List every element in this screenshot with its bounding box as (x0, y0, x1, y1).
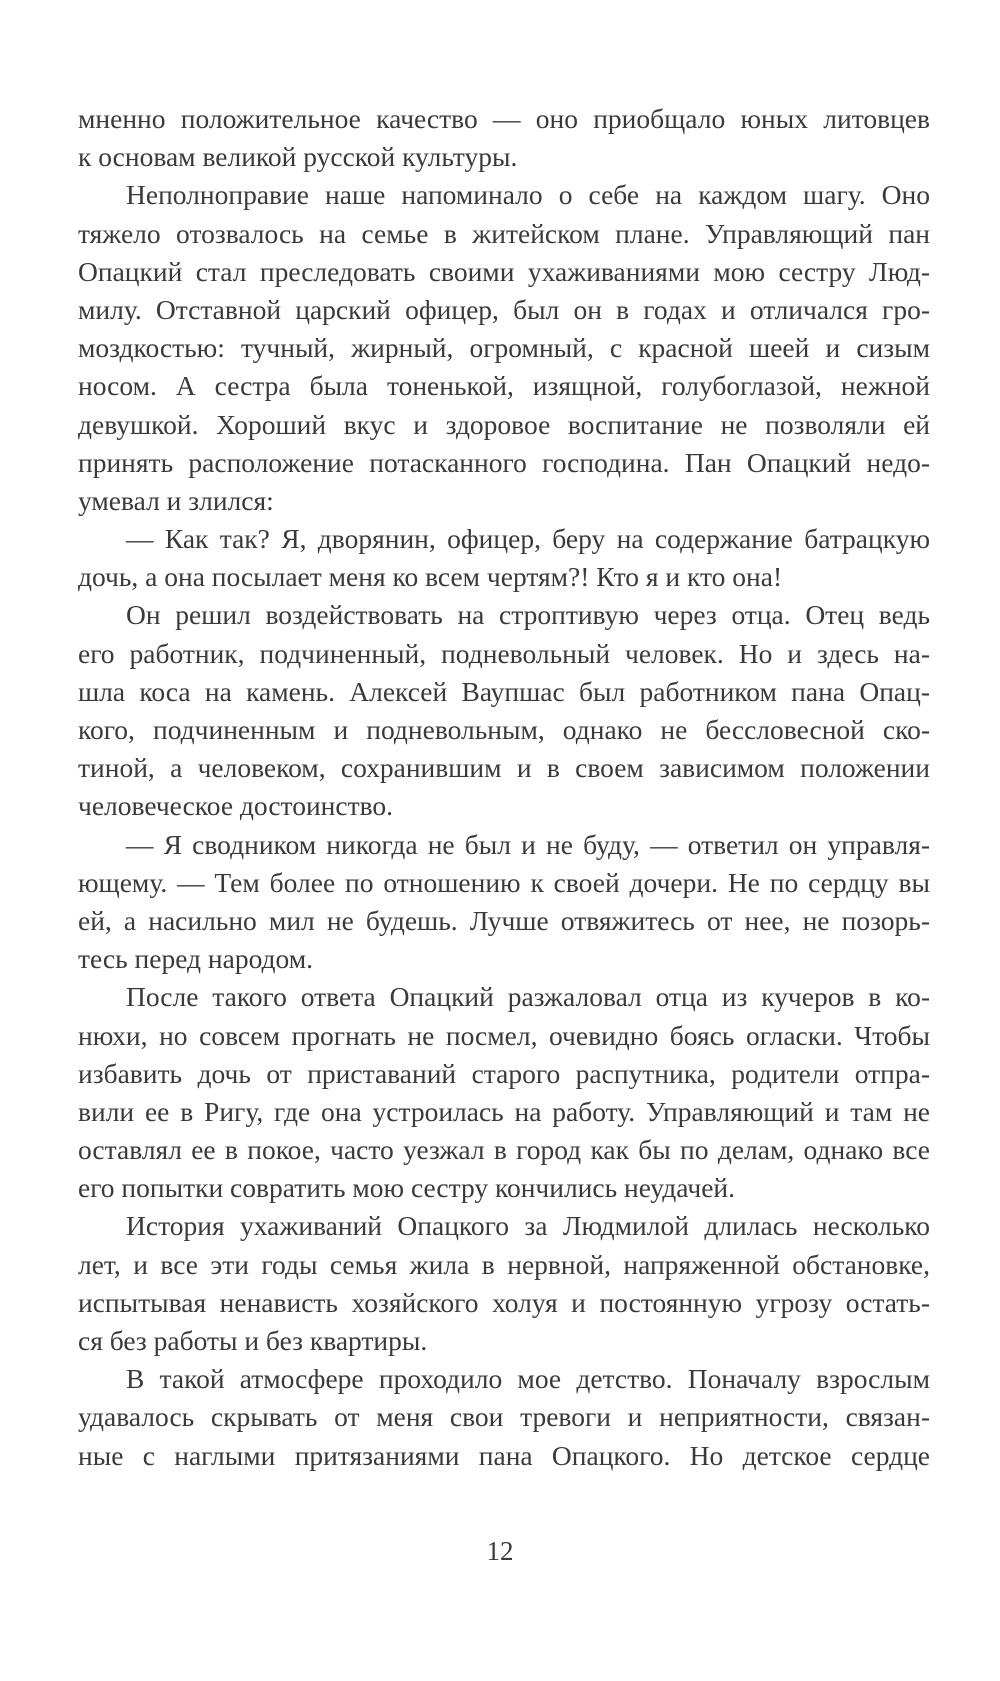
text-line: милу. Отставной царский офицер, был он в годах и отличался гро- (78, 293, 930, 325)
text-line: удавалось скрывать от меня свои тревоги и неприятности, связан- (78, 1401, 930, 1433)
text-line: — Я сводником никогда не был и не буду, — ответил он управля- (126, 828, 930, 860)
text-line: вили ее в Ригу, где она устроилась на работу. Управляющий и там не (78, 1095, 930, 1127)
text-line: испытывая ненависть хозяйского холуя и постоянную угрозу остать- (78, 1286, 930, 1318)
text-line: ющему. — Тем более по отношению к своей дочери. Не по сердцу вы (78, 866, 930, 898)
text-line: кого, подчиненным и подневольным, однако не бессловесной ско- (78, 714, 930, 745)
text-line: его попытки совратить мою сестру кончились неудачей. (78, 1172, 736, 1204)
text-line: тесь перед народом. (78, 943, 314, 975)
text-line: — Как так? Я, дворянин, офицер, беру на содержание батрацкую (126, 523, 930, 555)
text-line: избавить дочь от приставаний старого распутника, родители отпра- (78, 1057, 930, 1089)
page-body-text (78, 100, 930, 1475)
text-line: человеческое достоинство. (78, 790, 394, 822)
text-line: ся без работы и без квартиры. (78, 1325, 428, 1356)
text-line: к основам великой русской культуры. (78, 141, 518, 173)
text-line: ей, а насильно мил не будешь. Лучше отвяжитесь от нее, не позорь- (78, 904, 930, 936)
page-number: 12 (486, 1536, 514, 1566)
text-line: лет, и все эти годы семья жила в нервной, напряженной обстановке, (78, 1248, 930, 1280)
text-line: В такой атмосфере проходило мое детство. Поначалу взрослым (126, 1363, 930, 1395)
text-line: нюхи, но совсем прогнать не посмел, очевидно боясь огласки. Чтобы (78, 1019, 930, 1051)
text-line: его работник, подчиненный, подневольный человек. Но и здесь на- (78, 637, 930, 669)
text-line: После такого ответа Опацкий разжаловал отца из кучеров в ко- (126, 981, 930, 1013)
text-line: ные с наглыми притязаниями пана Опацкого. Но детское сердце (78, 1439, 930, 1471)
text-line: дочь, а она посылает меня ко всем чертям?! Кто я и кто она! (78, 561, 783, 593)
text-line: принять расположение потасканного господина. Пан Опацкий недо- (78, 446, 930, 478)
text-line: умевал и злился: (78, 484, 274, 516)
text-line: История ухаживаний Опацкого за Людмилой длилась несколько (126, 1210, 930, 1242)
text-line: Неполноправие наше напоминало о себе на каждом шагу. Оно (126, 179, 930, 211)
text-line: девушкой. Хороший вкус и здоровое воспитание не позволяли ей (78, 408, 930, 440)
text-line: моздкостью: тучный, жирный, огромный, с красной шеей и сизым (78, 332, 930, 364)
text-line: оставлял ее в покое, часто уезжал в город как бы по делам, однако все (78, 1134, 930, 1166)
text-line: тяжело отозвалось на семье в житейском плане. Управляющий пан (78, 217, 930, 249)
text-line: Опацкий стал преследовать своими ухаживаниями мою сестру Люд- (78, 255, 930, 287)
text-line: Он решил воздействовать на строптивую через отца. Отец ведь (126, 599, 930, 631)
text-line: тиной, а человеком, сохранившим и в своем зависимом положении (78, 752, 930, 784)
text-line: шла коса на камень. Алексей Ваупшас был работником пана Опац- (78, 675, 930, 707)
text-line: носом. А сестра была тоненькой, изящной, голубоглазой, нежной (78, 370, 930, 402)
text-line: мненно положительное качество — оно приобщало юных литовцев (78, 103, 930, 134)
